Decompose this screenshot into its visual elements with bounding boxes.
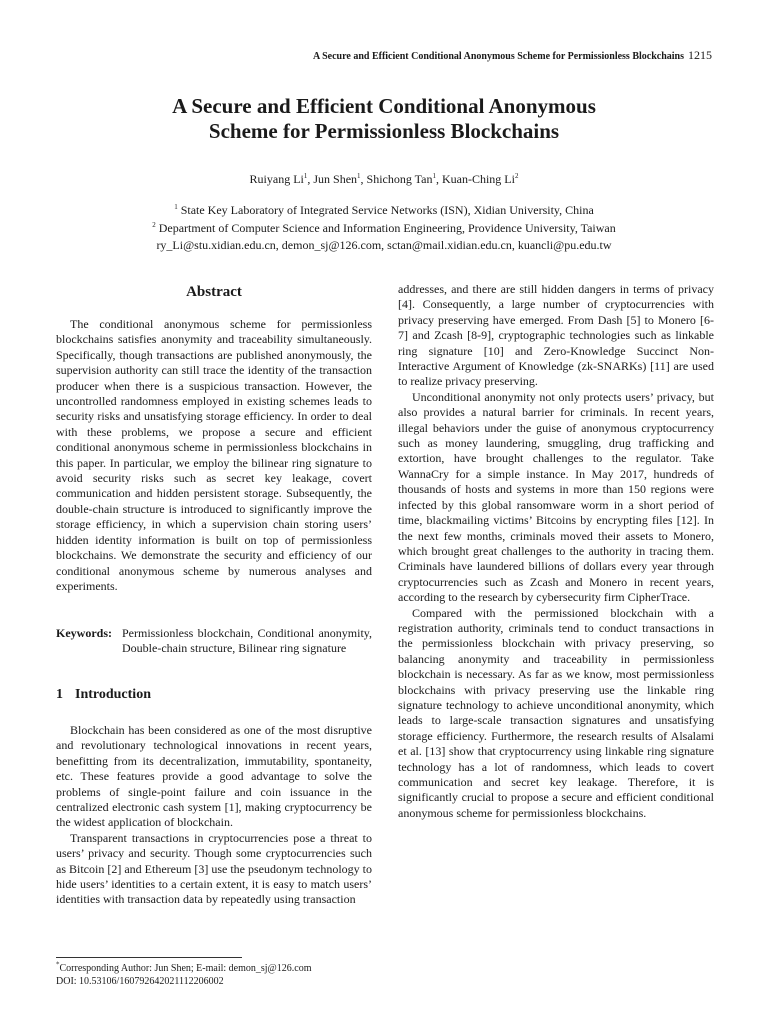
affiliation-1-mark: 1: [174, 203, 178, 211]
affiliation-2-text: Department of Computer Science and Information Engineering, Providence University, Taiwan: [155, 221, 616, 235]
section-title: Introduction: [75, 687, 151, 702]
right-paragraph-2: Unconditional anonymity not only protects users’ privacy, but also provides a natural barrier for criminals. In recent years, illegal behaviors under the guise of anonymous cryptocurrency such as money laundering, smuggling, drug trafficking and extortion, have brought challenges to the regulator. Take WannaCry for a simple instance. In May 2017, hundreds of thousands of hosts and systems in more than 150 regions were infected by this global ransomware worm in a short period of time, blackmailing victims’ Bitcoins by encrypting files [12]. In the next few months, criminals moved their assets to Monero, which brought great challenges to the authority in tracing them. Criminals have laundered billions of dollars every year through cryptocurrencies such as Zcash and Monero in recent years, according to the research by cybersecurity firm CipherTrace.: [398, 389, 714, 605]
abstract-heading: Abstract: [186, 284, 242, 300]
page-number: 1215: [688, 48, 712, 62]
right-paragraph-1: addresses, and there are still hidden dangers in terms of privacy [4]. Consequently, a large number of cryptocurrencies with privacy preserving have emerged. From Dash [5] to Monero [6-7] and Zcash [8-9], cryptographic technologies such as linkable ring signature [10] and Zero-Knowledge Succinct Non-Interactive Argument of Knowledge (zk-SNARKs) [11] are used to realize privacy preserving.: [398, 282, 714, 389]
abstract-text: The conditional anonymous scheme for permissionless blockchains satisfies anonymity and traceability simultaneously. Specifically, though transactions are published anonymously, the supervision authority can still trace the identity of the transaction producer when there is a suspicious transaction. However, the uncontrolled randomness employed in existing schemes leads to security risks and unsatisfying storage efficiency. In order to deal with these problems, we propose a secure and efficient conditional anonymous scheme in permissionless blockchains in this paper. In particular, we employ the bilinear ring signature to avoid security risks such as secret key leakage, covert communication and hidden persistent storage. Subsequently, the double-chain structure is introduced to significantly improve the storage efficiency, in which a supervision chain storing users’ hidden identity information is built on top of permissionless blockchains. We demonstrate the security and efficiency of our conditional anonymous scheme by numerous analyses and experiments.: [56, 317, 372, 593]
author-3-affil: 1: [432, 172, 436, 180]
affiliation-1: [0, 202, 768, 218]
author-2-affil: 1: [357, 172, 361, 180]
section-number: 1: [56, 687, 63, 702]
footnote-doi: DOI: 10.53106/160792642021112206002: [56, 976, 224, 987]
title-line-2: Scheme for Permissionless Blockchains: [208, 119, 560, 143]
author-1: Ruiyang Li: [249, 172, 304, 186]
author-4: , Kuan-Ching Li: [435, 172, 515, 186]
author-emails: ry_Li@stu.xidian.edu.cn, demon_sj@126.com, sctan@mail.xidian.edu.cn, kuancli@pu.edu.tw: [156, 238, 612, 252]
author-4-affil: 2: [514, 172, 519, 180]
affiliation-2: [0, 220, 768, 236]
footnote-divider: [56, 957, 242, 958]
author-1-affil: 1: [303, 172, 308, 180]
intro-paragraph-2: Transparent transactions in cryptocurrencies pose a threat to users’ privacy and security. Though some cryptocurrencies such as Bitcoin [2] and Ethereum [3] use the pseudonym technology to hide users’ identities to a certain extent, it is easy to match users’ identities with transaction data by repeatedly using transaction: [56, 830, 372, 907]
affiliation-1-text: State Key Laboratory of Integrated Service Networks (ISN), Xidian University, China: [177, 203, 594, 217]
abstract-body: [56, 317, 372, 594]
running-title: A Secure and Efficient Conditional Anonymous Scheme for Permissionless Blockchains: [312, 51, 684, 62]
paper-title: [0, 94, 768, 144]
title-line-1: A Secure and Efficient Conditional Anonymous: [172, 94, 596, 118]
keywords-text: Permissionless blockchain, Conditional anonymity, Double-chain structure, Bilinear ring signature: [122, 626, 372, 656]
keywords-label: Keywords:: [56, 626, 112, 640]
footnote-line-1: [56, 962, 311, 975]
footnote: [56, 962, 311, 988]
corresponding-author: Corresponding Author: Jun Shen; E-mail: demon_sj@126.com: [59, 963, 312, 974]
footnote-mark: *: [56, 960, 60, 969]
author-3: , Shichong Tan: [360, 172, 433, 186]
author-list: [0, 172, 768, 187]
author-2: , Jun Shen: [307, 172, 358, 186]
running-header: [0, 48, 712, 63]
introduction-body: [56, 723, 372, 908]
section-heading-introduction: [56, 687, 151, 703]
keywords-block: [56, 626, 372, 657]
right-column-body: [398, 282, 714, 821]
intro-paragraph-1: Blockchain has been considered as one of the most disruptive and revolutionary technological innovations in recent years, benefitting from its decentralization, immutability, spontaneity, etc. These features provide a good advantage to solve the problems of single-point failure and coin issuance in the centralized electronic cash system [1], making cryptocurrency be the widest application of blockchain.: [56, 723, 372, 830]
right-paragraph-3: Compared with the permissioned blockchain with a registration authority, criminals tend to conduct transactions in the permissionless blockchain with privacy preserving, so balancing anonymity and traceability in permissionless blockchain is necessary. As far as we know, most permissionless blockchains with privacy preserving use the linkable ring signature technology to achieve unconditional anonymity, which leads to large-scale transaction signatures and unsatisfying storage efficiency. Furthermore, the research results of Alsalami et al. [13] show that cryptocurrency using linkable ring signature technology has a lot of randomness, which leads to covert communication and secret key leakage. Therefore, it is significantly crucial to propose a secure and efficient conditional anonymous scheme for permissionless blockchains.: [398, 605, 714, 820]
affiliation-2-mark: 2: [152, 221, 156, 229]
